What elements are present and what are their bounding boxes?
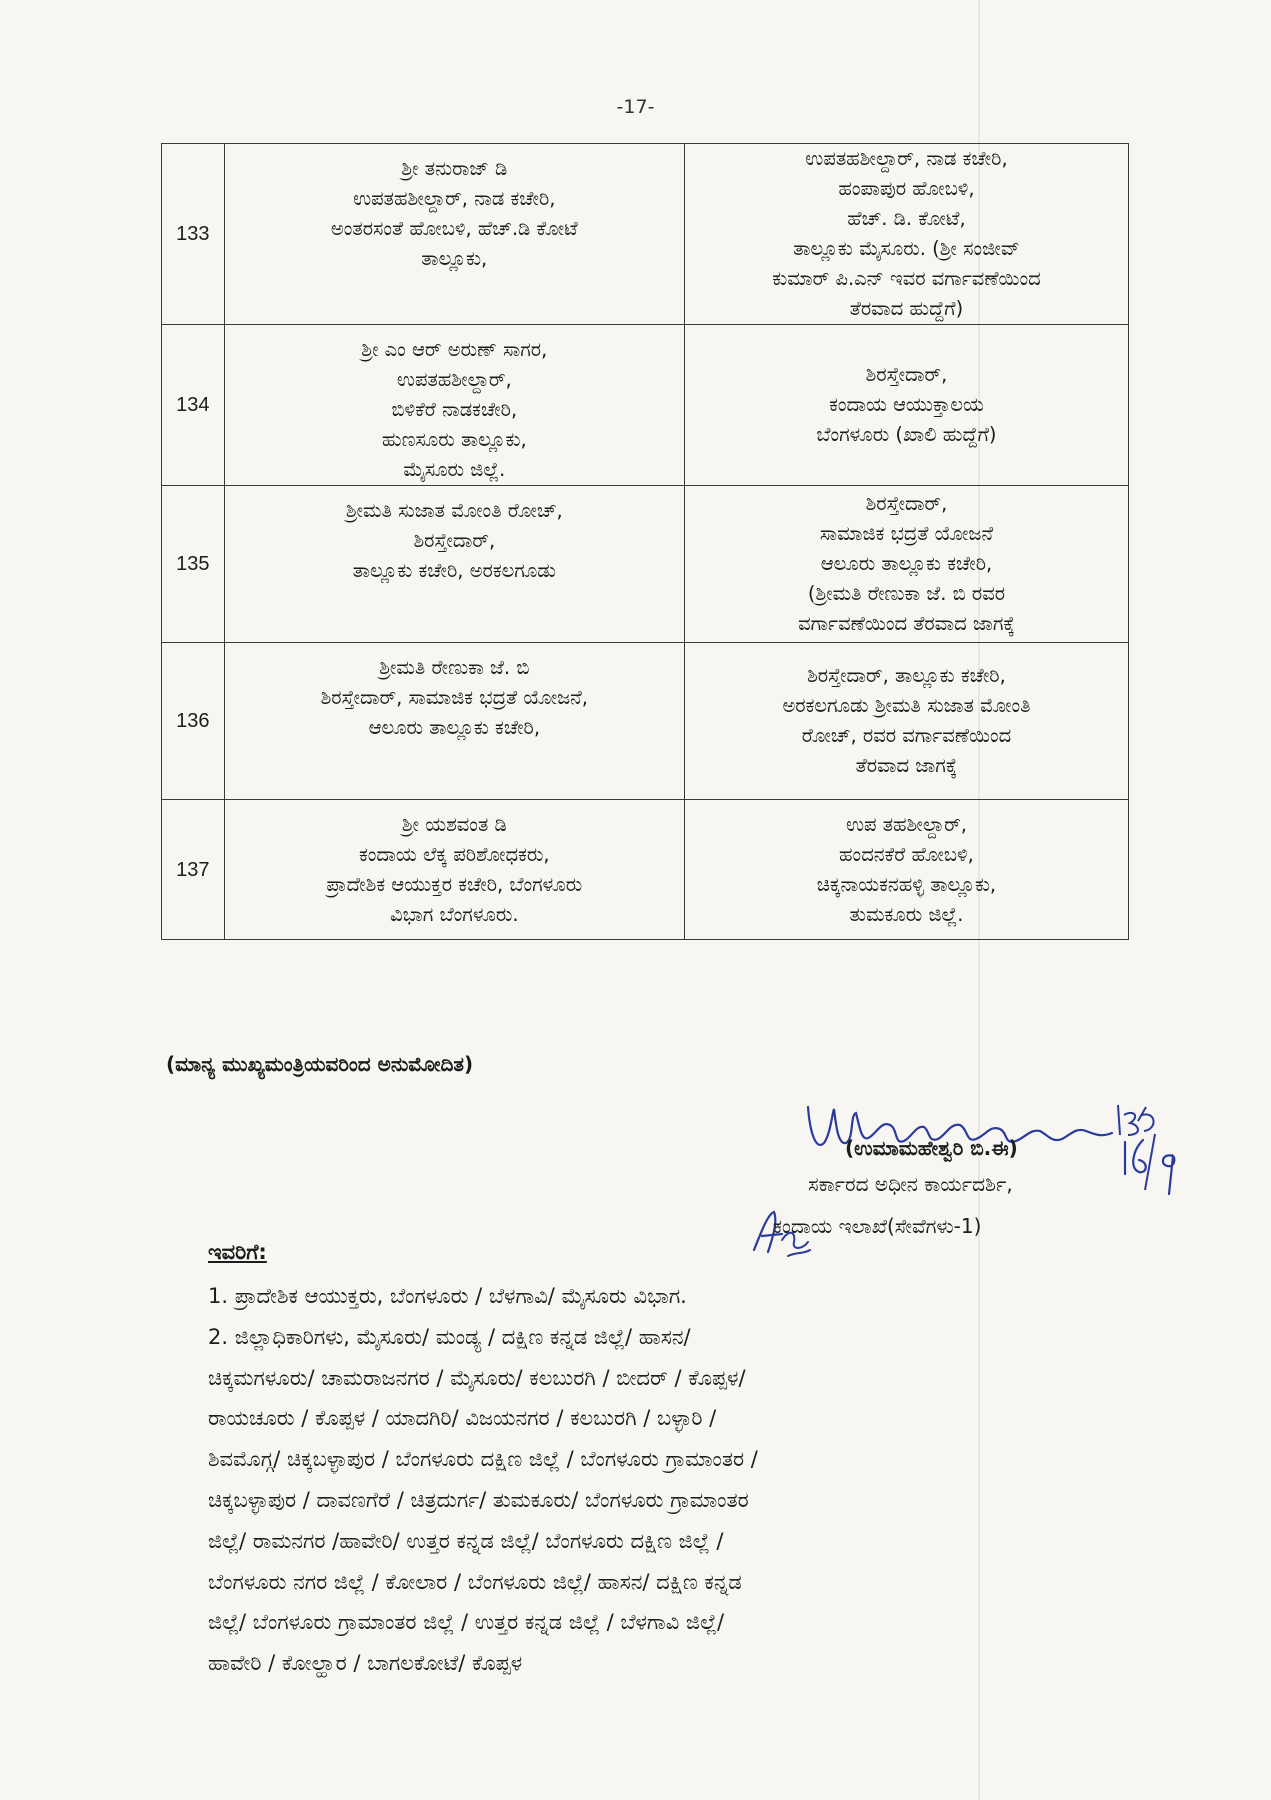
new-posting-cell — [684, 144, 1128, 325]
serial-number-cell: 134 — [162, 325, 225, 486]
table-row — [162, 486, 1129, 643]
posting-detail-line: ಆಲೂರು ತಾಲ್ಲೂಕು ಕಚೇರಿ, — [820, 552, 993, 575]
posting-detail-line: (ಶ್ರೀಮತಿ ರೇಣುಕಾ ಜೆ. ಬಿ ರವರ — [807, 582, 1006, 605]
posting-detail-line: ತುಮಕೂರು ಜಿಲ್ಲೆ. — [849, 902, 964, 926]
transfer-table-body — [162, 144, 1129, 940]
recipients-heading: ಇವರಿಗೆ: — [208, 1240, 267, 1264]
approval-note: (ಮಾನ್ಯ ಮುಖ್ಯಮಂತ್ರಿಯವರಿಂದ ಅನುಮೋದಿತ) — [166, 1052, 474, 1076]
posting-detail-line: ಚಿಕ್ಕನಾಯಕನಹಳ್ಳಿ ತಾಲ್ಲೂಕು, — [816, 872, 997, 896]
officer-detail-line: ಶ್ರೀ ಎಂ ಆರ್ ಅರುಣ್ ಸಾಗರ, — [361, 338, 548, 361]
recipient-line: ಶಿವಮೊಗ್ಗ/ ಚಿಕ್ಕಬಳ್ಳಾಪುರ / ಬೆಂಗಳೂರು ದಕ್ಷಿಣ ಜಿಲ್ಲೆ / ಬೆಂಗಳೂರು ಗ್ರಾಮಾಂತರ / — [208, 1447, 758, 1472]
serial-number-cell: 136 — [162, 643, 225, 800]
officer-detail-line: ಶಿರಸ್ತೇದಾರ್, ಸಾಮಾಜಿಕ ಭದ್ರತೆ ಯೋಜನೆ, — [320, 686, 589, 709]
officer-details-cell — [224, 486, 684, 643]
recipients-list — [208, 1276, 1138, 1684]
recipient-line: ಜಿಲ್ಲೆ/ ಬೆಂಗಳೂರು ಗ್ರಾಮಾಂತರ ಜಿಲ್ಲೆ / ಉತ್ತರ ಕನ್ನಡ ಜಿಲ್ಲೆ / ಬೆಳಗಾವಿ ಜಿಲ್ಲೆ/ — [208, 1610, 725, 1635]
recipient-line: ಚಿಕ್ಕಮಗಳೂರು/ ಚಾಮರಾಜನಗರ / ಮೈಸೂರು/ ಕಲಬುರಗಿ / ಬೀದರ್ / ಕೊಪ್ಪಳ/ — [208, 1365, 746, 1390]
posting-detail-line: ಕುಮಾರ್ ಪಿ.ಎನ್ ಇವರ ವರ್ಗಾವಣೆಯಿಂದ — [772, 267, 1041, 290]
officer-detail-line: ಉಪತಹಶೀಲ್ದಾರ್, ನಾಡ ಕಚೇರಿ, — [353, 187, 556, 210]
new-posting-cell — [684, 486, 1128, 643]
posting-detail-line: ಅರಕಲಗೂಡು ಶ್ರೀಮತಿ ಸುಜಾತ ಮೋಂತಿ — [782, 694, 1031, 717]
posting-detail-line: ಹಂದನಕೆರೆ ಹೋಬಳಿ, — [839, 842, 974, 866]
serial-number-cell: 133 — [162, 144, 225, 325]
handwritten-date-mark — [1115, 1122, 1185, 1202]
posting-detail-line: ಶಿರಸ್ತೇದಾರ್, — [865, 492, 948, 515]
officer-detail-line: ತಾಲ್ಲೂಕು ಕಚೇರಿ, ಅರಕಲಗೂಡು — [352, 559, 556, 582]
recipient-line: ಬೆಂಗಳೂರು ನಗರ ಜಿಲ್ಲೆ / ಕೋಲಾರ / ಬೆಂಗಳೂರು ಜಿಲ್ಲೆ/ ಹಾಸನ/ ದಕ್ಷಿಣ ಕನ್ನಡ — [208, 1569, 742, 1594]
officer-detail-line: ಶ್ರೀಮತಿ ಸುಜಾತ ಮೋಂತಿ ರೋಚ್, — [345, 499, 563, 522]
page-number: -17- — [616, 96, 655, 118]
new-posting-cell — [684, 643, 1128, 800]
signatory-department: ಕಂದಾಯ ಇಲಾಖೆ(ಸೇವೆಗಳು-1) — [773, 1214, 982, 1238]
signatory-designation: ಸರ್ಕಾರದ ಅಧೀನ ಕಾರ್ಯದರ್ಶಿ, — [808, 1172, 1013, 1196]
officer-detail-line: ಪ್ರಾದೇಶಿಕ ಆಯುಕ್ತರ ಕಚೇರಿ, ಬೆಂಗಳೂರು — [326, 873, 583, 896]
officer-detail-line: ಆಲೂರು ತಾಲ್ಲೂಕು ಕಚೇರಿ, — [368, 716, 541, 739]
recipient-line: ಜಿಲ್ಲೆ/ ರಾಮನಗರ /ಹಾವೇರಿ/ ಉತ್ತರ ಕನ್ನಡ ಜಿಲ್ಲೆ/ ಬೆಂಗಳೂರು ದಕ್ಷಿಣ ಜಿಲ್ಲೆ / — [208, 1528, 724, 1553]
officer-detail-line: ಕಂದಾಯ ಲೆಕ್ಕ ಪರಿಶೋಧಕರು, — [359, 843, 550, 866]
officer-detail-line: ಮೈಸೂರು ಜಿಲ್ಲೆ. — [403, 458, 506, 481]
officer-detail-line: ಶ್ರೀಮತಿ ರೇಣುಕಾ ಜೆ. ಬಿ — [379, 656, 530, 679]
officer-detail-line: ಬಿಳಿಕೆರೆ ನಾಡಕಚೇರಿ, — [391, 398, 518, 421]
signatory-name: (ಉಮಾಮಹೇಶ್ವರಿ ಬಿ.ಈ) — [845, 1136, 1018, 1160]
officer-detail-line: ತಾಲ್ಲೂಕು, — [421, 247, 488, 270]
officer-details-cell — [224, 144, 684, 325]
new-posting-cell — [684, 325, 1128, 486]
officer-details-cell — [224, 325, 684, 486]
officer-detail-line: ಹುಣಸೂರು ತಾಲ್ಲೂಕು, — [381, 428, 527, 451]
recipient-line: ಚಿಕ್ಕಬಳ್ಳಾಪುರ / ದಾವಣಗೆರೆ / ಚಿತ್ರದುರ್ಗ/ ತುಮಕೂರು/ ಬೆಂಗಳೂರು ಗ್ರಾಮಾಂತರ — [208, 1487, 749, 1512]
posting-detail-line: ಹೆಚ್. ಡಿ. ಕೋಟೆ, — [847, 207, 966, 230]
officer-detail-line: ಅಂತರಸಂತೆ ಹೋಬಳಿ, ಹೆಚ್.ಡಿ ಕೋಟೆ — [330, 217, 578, 240]
posting-detail-line: ತೆರವಾದ ಜಾಗಕ್ಕೆ — [855, 754, 958, 777]
officer-detail-line: ವಿಭಾಗ ಬೆಂಗಳೂರು. — [390, 903, 519, 926]
serial-number-cell: 135 — [162, 486, 225, 643]
officer-details-cell — [224, 643, 684, 800]
posting-detail-line: ಶಿರಸ್ತೇದಾರ್, ತಾಲ್ಲೂಕು ಕಚೇರಿ, — [807, 664, 1006, 687]
officer-detail-line: ಉಪತಹಶೀಲ್ದಾರ್, — [396, 368, 512, 391]
recipient-line: 2. ಜಿಲ್ಲಾಧಿಕಾರಿಗಳು, ಮೈಸೂರು/ ಮಂಡ್ಯ / ದಕ್ಷಿಣ ಕನ್ನಡ ಜಿಲ್ಲೆ/ ಹಾಸನ/ — [208, 1324, 691, 1349]
posting-detail-line: ತಾಲ್ಲೂಕು ಮೈಸೂರು. (ಶ್ರೀ ಸಂಜೀವ್ — [793, 237, 1020, 260]
posting-detail-line: ಉಪತಹಶೀಲ್ದಾರ್, ನಾಡ ಕಚೇರಿ, — [805, 147, 1008, 170]
posting-detail-line: ತೆರವಾದ ಹುದ್ದೆಗೆ) — [849, 297, 964, 320]
posting-detail-line: ಉಪ ತಹಶೀಲ್ದಾರ್, — [845, 812, 967, 836]
posting-detail-line: ರೋಚ್, ರವರ ವರ್ಗಾವಣೆಯಿಂದ — [801, 724, 1012, 747]
officer-detail-line: ಶಿರಸ್ತೇದಾರ್, — [413, 529, 496, 552]
recipient-line: ರಾಯಚೂರು / ಕೊಪ್ಪಳ / ಯಾದಗಿರಿ/ ವಿಜಯನಗರ / ಕಲಬುರಗಿ / ಬಳ್ಳಾರಿ / — [208, 1406, 717, 1431]
table-row — [162, 800, 1129, 940]
posting-detail-line: ಸಾಮಾಜಿಕ ಭದ್ರತೆ ಯೋಜನೆ — [819, 522, 994, 545]
posting-detail-line: ಬೆಂಗಳೂರು (ಖಾಲಿ ಹುದ್ದೆಗೆ) — [816, 423, 997, 446]
posting-detail-line: ಶಿರಸ್ತೇದಾರ್, — [865, 363, 948, 386]
table-row — [162, 643, 1129, 800]
officer-detail-line: ಶ್ರೀ ತನುರಾಜ್ ಡಿ — [401, 157, 508, 180]
recipient-line: ಹಾವೇರಿ / ಕೋಲ್ಹಾರ / ಬಾಗಲಕೋಟೆ/ ಕೊಪ್ಪಳ — [208, 1651, 523, 1676]
table-row — [162, 144, 1129, 325]
new-posting-cell — [684, 800, 1128, 940]
officer-details-cell — [224, 800, 684, 940]
recipient-line: 1. ಪ್ರಾದೇಶಿಕ ಆಯುಕ್ತರು, ಬೆಂಗಳೂರು / ಬೆಳಗಾವಿ/ ಮೈಸೂರು ವಿಭಾಗ. — [208, 1284, 687, 1308]
posting-detail-line: ಕಂದಾಯ ಆಯುಕ್ತಾಲಯ — [829, 393, 984, 416]
transfer-table — [161, 143, 1129, 940]
serial-number-cell: 137 — [162, 800, 225, 940]
posting-detail-line: ಹಂಪಾಪುರ ಹೋಬಳಿ, — [838, 177, 975, 200]
posting-detail-line: ವರ್ಗಾವಣೆಯಿಂದ ತೆರವಾದ ಜಾಗಕ್ಕೆ — [798, 612, 1015, 635]
officer-detail-line: ಶ್ರೀ ಯಶವಂತ ಡಿ — [401, 813, 507, 836]
table-row — [162, 325, 1129, 486]
